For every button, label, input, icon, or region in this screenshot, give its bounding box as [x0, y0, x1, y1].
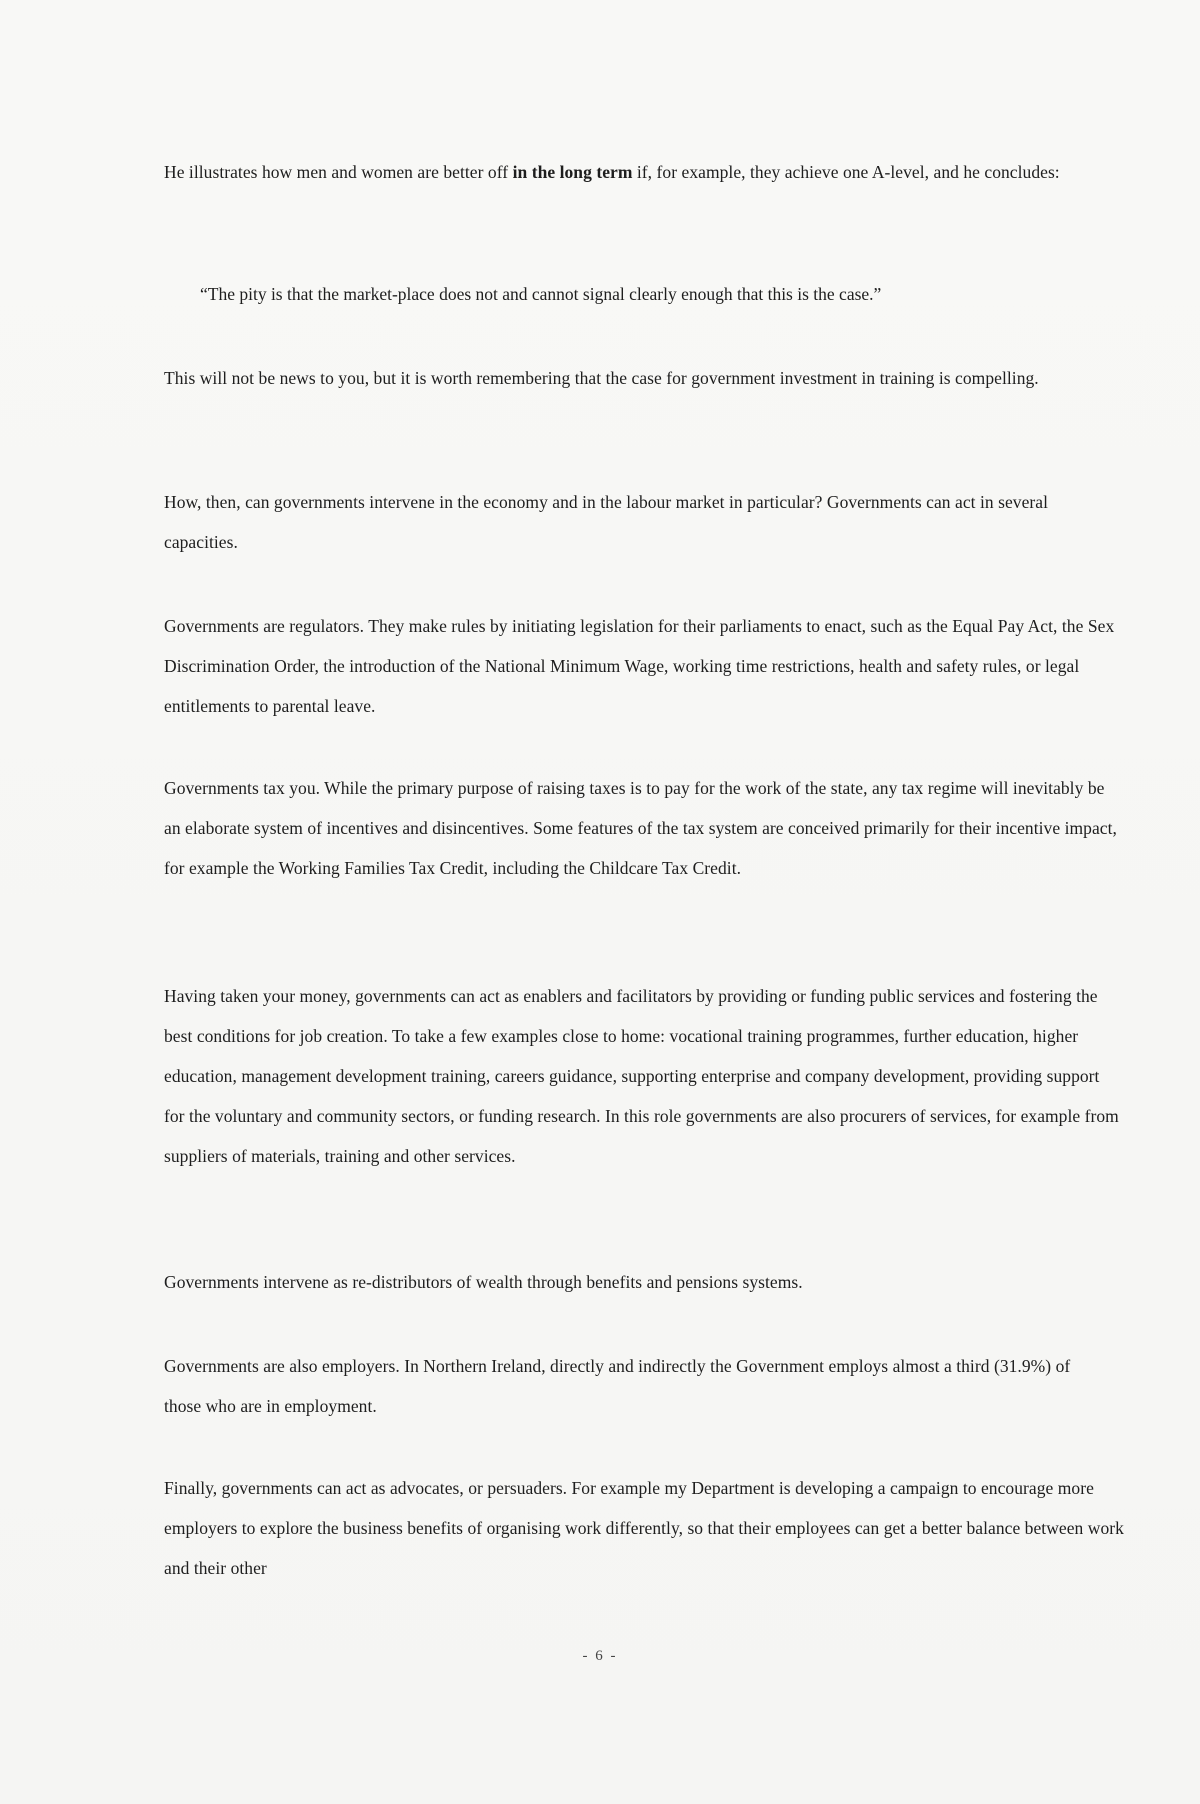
- paragraph-enablers: Having taken your money, governments can act as enablers and facilitators by providing or funding public services and fostering the best conditions for job creation. To take a few examples close to home: vocational training programmes, further education, higher education, management development training, careers guidance, supporting enterprise and company development, providing support for the voluntary and community sectors, or funding research. In this role governments are also procurers of services, for example from suppliers of materials, training and other services.: [164, 986, 1119, 1166]
- paragraph-regulators: Governments are regulators. They make rules by initiating legislation for their parliaments to enact, such as the Equal Pay Act, the Sex Discrimination Order, the introduction of the National Minimum Wage, working time restrictions, health and safety rules, or legal entitlements to parental leave.: [164, 616, 1115, 716]
- paragraph-redistributors: Governments intervene as re-distributors of wealth through benefits and pensions systems.: [164, 1272, 803, 1292]
- paragraph-illustrates-text-2: if, for example, they achieve one A-level, and he concludes:: [632, 162, 1060, 182]
- quotation: “The pity is that the market-place does not and cannot signal clearly enough that this is the case.”: [200, 284, 882, 304]
- paragraph-tax: Governments tax you. While the primary purpose of raising taxes is to pay for the work of the state, any tax regime will inevitably be an elaborate system of incentives and disincentives. Some features of the tax system are conceived primarily for their incentive impact, for example the Working Families Tax Credit, including the Childcare Tax Credit.: [164, 778, 1117, 878]
- paragraph-intervene: How, then, can governments intervene in the economy and in the labour market in particular? Governments can act in several capacities.: [164, 492, 1049, 552]
- paragraph-illustrates: [164, 152, 1124, 192]
- paragraph-illustrates-bold: in the long term: [512, 162, 633, 182]
- paragraph-employers: Governments are also employers. In Northern Ireland, directly and indirectly the Government employs almost a third (31.9%) of those who are in employment.: [164, 1356, 1071, 1416]
- page-number: - 6 -: [582, 1648, 618, 1664]
- paragraph-illustrates-text-1: He illustrates how men and women are better off: [164, 162, 513, 182]
- paragraph-advocates: Finally, governments can act as advocates, or persuaders. For example my Department is developing a campaign to encourage more employers to explore the business benefits of organising work differently, so that their employees can get a better balance between work and their other: [164, 1478, 1124, 1578]
- paragraph-news: This will not be news to you, but it is worth remembering that the case for government investment in training is compelling.: [164, 368, 1039, 388]
